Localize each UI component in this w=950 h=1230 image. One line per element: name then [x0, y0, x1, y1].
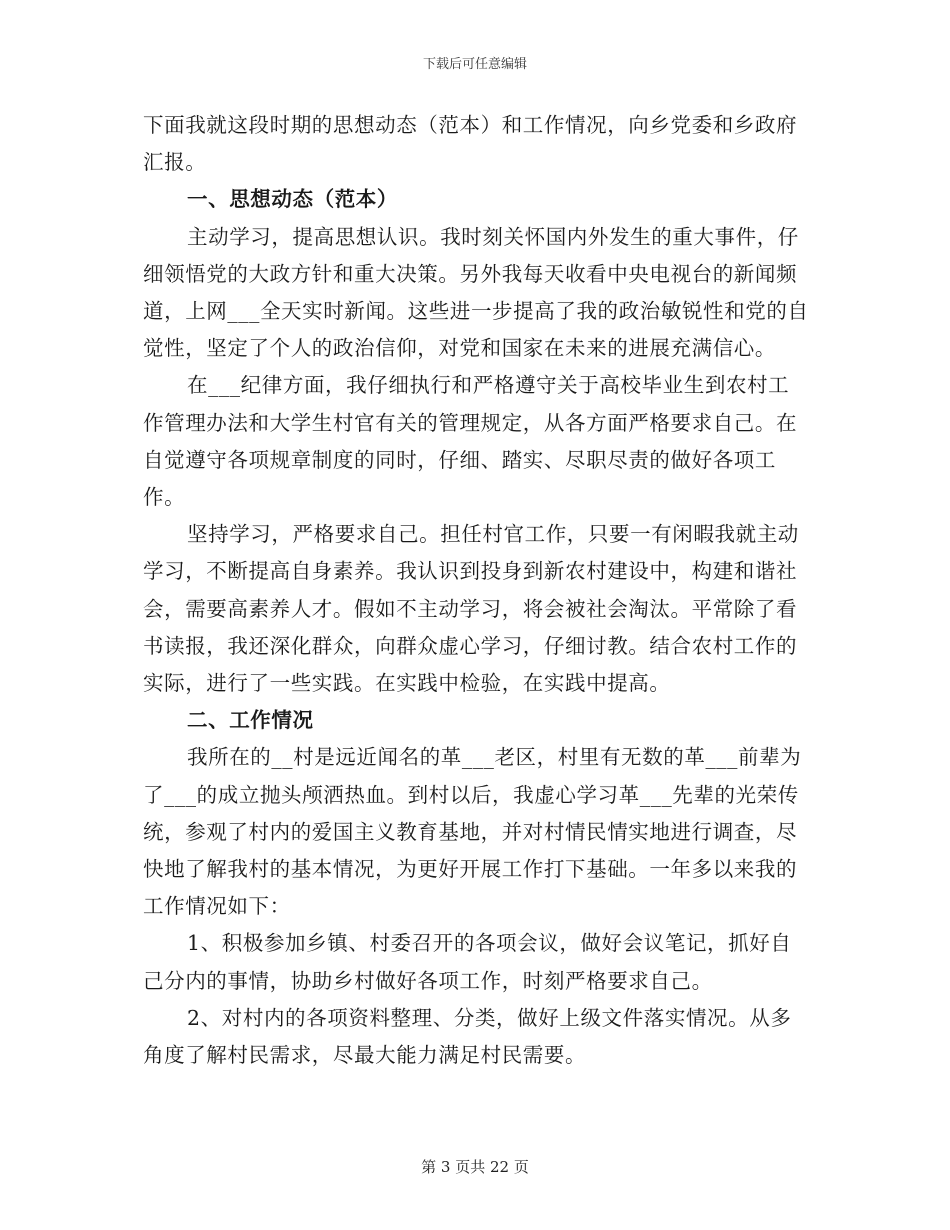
- section-heading-thought: 一、思想动态（范本）: [187, 187, 398, 212]
- paragraph-study: 主动学习，提高思想认识。我时刻关怀国内外发生的重大事件，仔细领悟党的大政方针和重大决策。另外我每天收看中央电视台的新闻频道，上网___全天实时新闻。这些进一步提高了我的政治敏锐性和党的自觉性，坚定了个人的政治信仰，对党和国家在未来的进展充满信心。: [143, 224, 809, 361]
- page-header: 下载后可任意编辑: [422, 57, 527, 72]
- intro-paragraph: 下面我就这段时期的思想动态（范本）和工作情况，向乡党委和乡政府汇报。: [143, 113, 798, 175]
- paragraph-village: 我所在的__村是远近闻名的革___老区，村里有无数的革___前辈为了___的成立抛头颅洒热血。到村以后，我虚心学习革___先辈的光荣传统，参观了村内的爱国主义教育基地，并对村情民情实地进行调查，尽快地了解我村的基本情况，为更好开展工作打下基础。一年多以来我的工作情况如下：: [143, 745, 802, 919]
- list-item-1: 1、积极参加乡镇、村委召开的各项会议，做好会议笔记，抓好自己分内的事情，协助乡村做好各项工作，时刻严格要求自己。: [143, 931, 792, 993]
- paragraph-persist-learning: 坚持学习，严格要求自己。担任村官工作，只要一有闲暇我就主动学习，不断提高自身素养。我认识到投身到新农村建设中，构建和谐社会，需要高素养人才。假如不主动学习，将会被社会淘汰。平常除了看书读报，我还深化群众，向群众虚心学习，仔细讨教。结合农村工作的实际，进行了一些实践。在实践中检验，在实践中提高。: [143, 522, 799, 696]
- page-footer: 第 3 页共 22 页: [421, 1158, 529, 1176]
- document-body: [143, 107, 809, 1074]
- list-item-2: 2、对村内的各项资料整理、分类，做好上级文件落实情况。从多角度了解村民需求，尽最大能力满足村民需要。: [143, 1005, 792, 1068]
- paragraph-discipline: 在___纪律方面，我仔细执行和严格遵守关于高校毕业生到农村工作管理办法和大学生村官有关的管理规定，从各方面严格要求自己。在自觉遵守各项规章制度的同时，仔细、踏实、尽职尽责的做好各项工作。: [143, 373, 798, 510]
- section-heading-work: 二、工作情况: [187, 708, 314, 733]
